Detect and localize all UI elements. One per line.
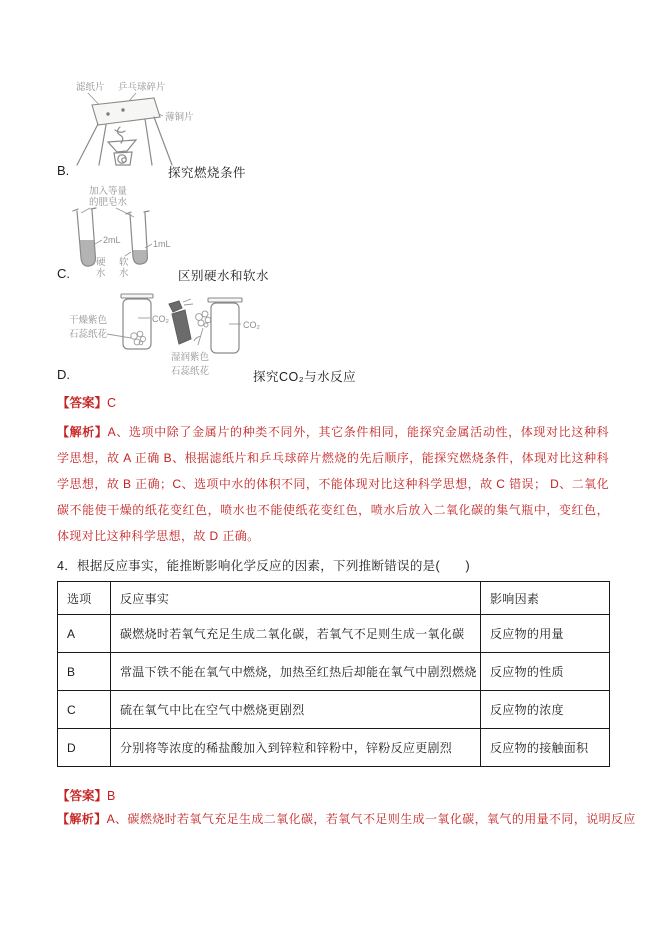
fig-label-1ml: 1mL [153, 239, 171, 249]
table-header-row [58, 582, 610, 615]
fig-label-dry-1: 干燥紫色 [69, 315, 108, 326]
header-factor: 影响因素 [481, 582, 610, 615]
cell-key-a: A [58, 615, 111, 653]
fig-label-wet-1: 湿润紫色 [171, 352, 210, 363]
q4-analysis-text: A、碳燃烧时若氧气充足生成二氧化碳，若氧气不足则生成一氧化碳，氧气的用量不同，说明反应 [106, 812, 636, 826]
option-d-key: D. [57, 367, 70, 382]
sprayed-flower-sketch [194, 311, 211, 345]
q4-answer-value: B [107, 789, 116, 803]
soft-water-tube [126, 211, 149, 264]
header-option: 选项 [58, 582, 111, 615]
option-c-key: C. [57, 266, 70, 281]
q3-analysis-text: A、选项中除了金属片的种类不同外，其它条件相同，能探究金属活动性，体现对比这种科学思想，故 A 正确 B、根据滤纸片和乒乓球碎片燃烧的先后顺序，能探究燃烧条件，体现对比这种科学思想，故 B 正确；C、选项中水的体积不同，不能体现对比这种科学思想，故 C 错误； D、二氧化碳不能使干燥的纸花变红色，喷水也不能使纸花变红色，喷水后放入二氧化碳的集气瓶中，变红色，体现对比这种科学思想，故 D 正确。 [57, 425, 609, 543]
fig-label-dry-2: 石蕊纸花 [69, 329, 108, 340]
fig-label-co2-left: CO₂ [152, 314, 169, 324]
cell-factor-c: 反应物的浓度 [481, 691, 610, 729]
q3-answer-label: 【答案】 [57, 396, 108, 410]
q3-analysis [57, 419, 609, 549]
cell-fact-d: 分别将等浓度的稀盐酸加入到锌粒和锌粉中，锌粉反应更剧烈 [111, 729, 481, 767]
fig-label-soap-2: 的肥皂水 [89, 197, 128, 208]
cell-key-d: D [58, 729, 111, 767]
hard-water-tube [73, 208, 96, 266]
cell-key-c: C [58, 691, 111, 729]
q4-answer-line [57, 786, 115, 804]
q4-stem: 4．根据反应事实，能推断影响化学反应的因素，下列推断错误的是( ) [57, 559, 470, 573]
table-row-d [58, 729, 610, 767]
table-row-b [58, 653, 610, 691]
option-b-caption: 探究燃烧条件 [168, 166, 247, 180]
fig-label-hard-2: 水 [96, 268, 106, 279]
fig-label-soap-1: 加入等量 [89, 186, 128, 197]
header-fact: 反应事实 [111, 582, 481, 615]
alcohol-lamp-sketch [108, 127, 136, 165]
fig-label-hard-1: 硬 [96, 257, 106, 268]
fig-label-wet-2: 石蕊纸花 [171, 366, 210, 377]
fig-label-copper: 薄铜片 [165, 112, 194, 123]
fig-label-filter-paper: 滤纸片 [76, 82, 105, 93]
spray-bottle-sketch [169, 299, 193, 344]
q4-table [57, 581, 610, 767]
q3-answer-value: C [107, 396, 117, 410]
cell-fact-a: 碳燃烧时若氧气充足生成二氧化碳，若氧气不足则生成一氧化碳 [111, 615, 481, 653]
cell-factor-a: 反应物的用量 [481, 615, 610, 653]
q4-analysis [57, 806, 636, 832]
q4-analysis-label: 【解析】 [57, 812, 107, 826]
q3-analysis-label: 【解析】 [57, 425, 108, 439]
option-c-caption: 区别硬水和软水 [178, 269, 270, 283]
copper-sheet-sketch [92, 98, 160, 125]
q3-answer-line [57, 393, 116, 411]
combustion-apparatus-figure [66, 78, 241, 166]
cell-key-b: B [58, 653, 111, 691]
fig-label-soft-1: 软 [119, 257, 129, 268]
cell-fact-b: 常温下铁不能在氧气中燃烧，加热至红热后却能在氧气中剧烈燃烧 [111, 653, 481, 691]
option-d-caption: 探究CO₂与水反应 [253, 370, 357, 384]
fig-label-2ml: 2mL [103, 235, 121, 245]
right-gas-bottle [208, 298, 242, 353]
fig-label-soft-2: 水 [119, 268, 129, 279]
left-gas-bottle [121, 294, 153, 349]
q4-answer-label: 【答案】 [57, 789, 108, 803]
table-row-a [58, 615, 610, 653]
cell-fact-c: 硫在氧气中比在空气中燃烧更剧烈 [111, 691, 481, 729]
table-row-c [58, 691, 610, 729]
fig-label-co2-right: CO₂ [243, 320, 260, 330]
option-b-key: B. [57, 163, 70, 178]
fig-label-pingpong: 乒乓球碎片 [118, 82, 166, 93]
cell-factor-b: 反应物的性质 [481, 653, 610, 691]
cell-factor-d: 反应物的接触面积 [481, 729, 610, 767]
